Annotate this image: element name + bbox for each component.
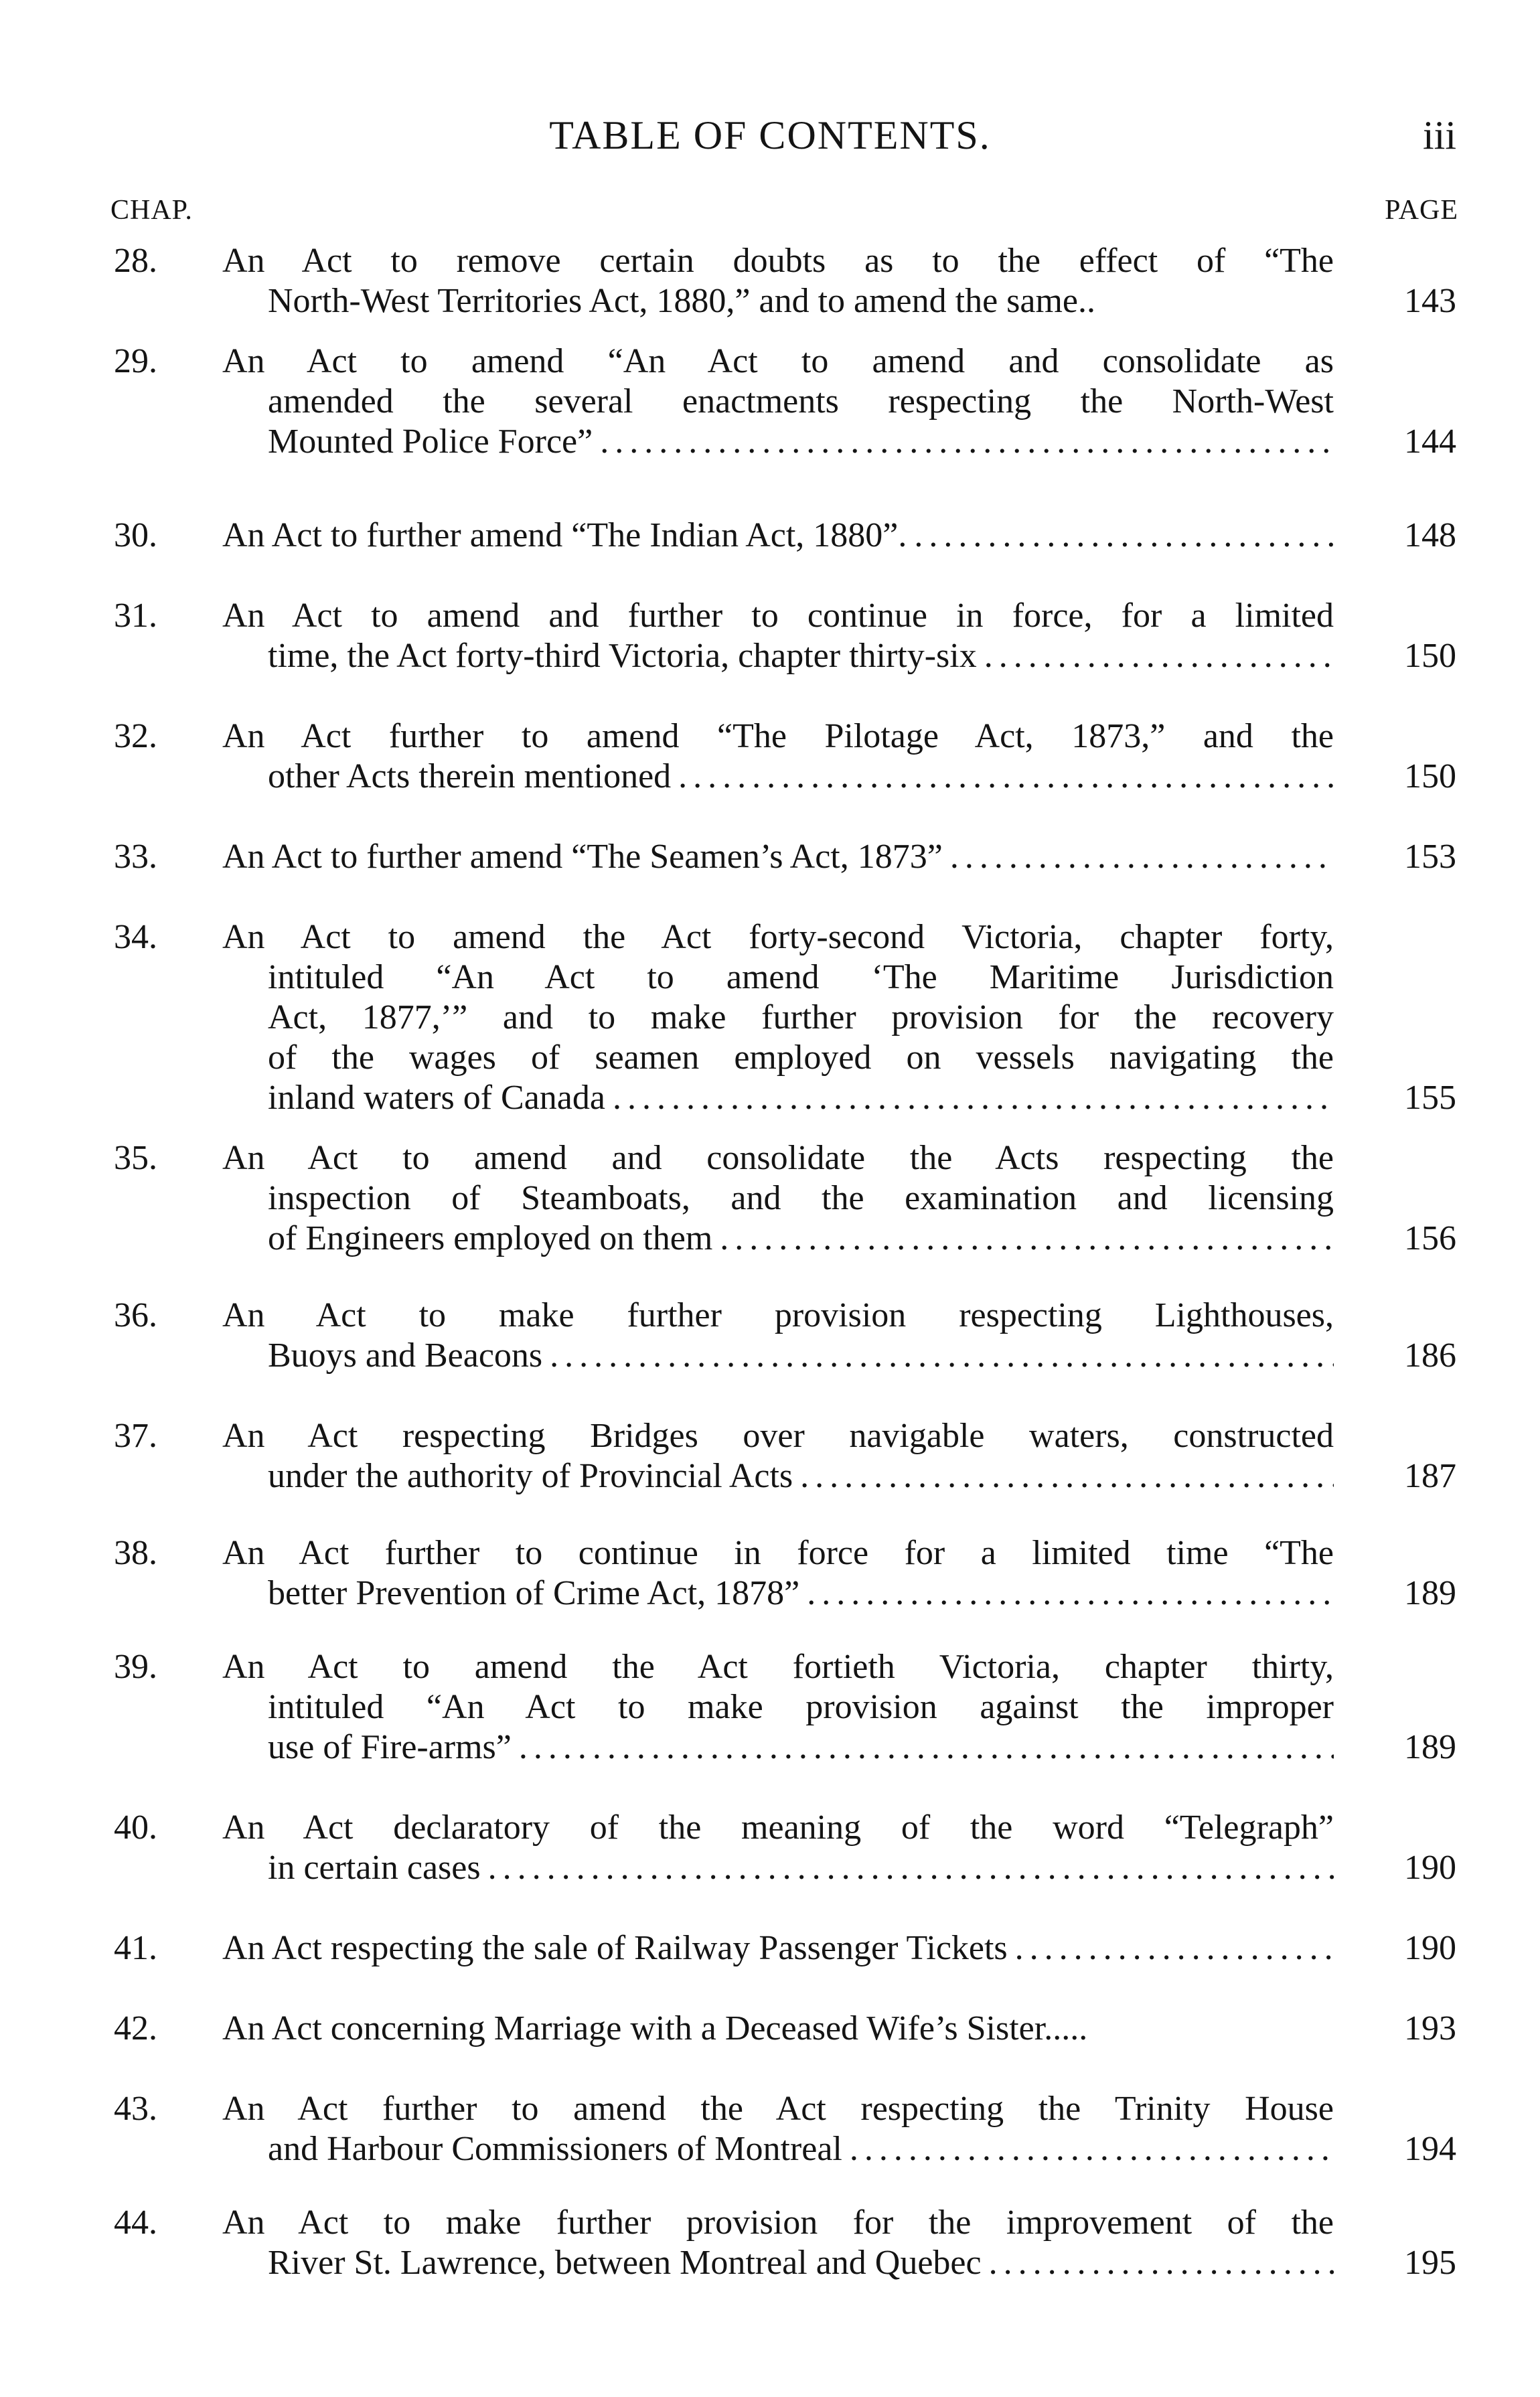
page-reference: 153 xyxy=(1404,838,1456,876)
act-title-line: better Prevention of Crime Act, 1878” . . . xyxy=(222,1573,1334,1614)
act-title-line: intituled “An Act to amend ‘The Maritime Jurisdiction xyxy=(268,958,1334,996)
page-reference: 156 xyxy=(1404,1219,1456,1257)
act-title-line: inspection of Steamboats, and the examination and licensing xyxy=(268,1179,1334,1217)
act-title xyxy=(222,1647,1334,1768)
act-title-line: time, the Act forty-third Victoria, chapter thirty-six . . . xyxy=(222,636,1334,676)
act-title-line: An Act to further amend “The Indian Act, 1880”. . . . xyxy=(222,516,1334,556)
chapter-number: 31. xyxy=(114,597,157,635)
act-title xyxy=(222,2009,1334,2049)
act-title xyxy=(222,917,1334,1118)
chapter-number: 44. xyxy=(114,2203,157,2242)
act-title-line: inland waters of Canada . . . xyxy=(222,1078,1334,1118)
act-title xyxy=(222,1138,1334,1259)
act-title-line: An Act respecting the sale of Railway Passenger Tickets . . . xyxy=(222,1928,1334,1968)
act-title-line: of Engineers employed on them . . . xyxy=(222,1219,1334,1259)
chapter-number: 43. xyxy=(114,2090,157,2128)
chapter-number: 40. xyxy=(114,1808,157,1847)
act-title xyxy=(222,341,1334,462)
chapter-number: 41. xyxy=(114,1929,157,1967)
act-title-line: An Act to amend the Act forty-second Victoria, chapter forty, xyxy=(222,918,1334,956)
act-title xyxy=(222,2089,1334,2169)
chapter-number: 35. xyxy=(114,1139,157,1177)
act-title-line: An Act to make further provision respecting Lighthouses, xyxy=(222,1296,1334,1334)
act-title-line: under the authority of Provincial Acts . . . xyxy=(222,1456,1334,1496)
page-reference: 150 xyxy=(1404,757,1456,795)
act-title-line: An Act further to amend “The Pilotage Act, 1873,” and the xyxy=(222,717,1334,755)
chapter-number: 32. xyxy=(114,717,157,755)
act-title-line: use of Fire-arms” . . . xyxy=(222,1727,1334,1768)
act-title-line: An Act concerning Marriage with a Deceased Wife’s Sister..... xyxy=(222,2009,1088,2047)
page-reference: 143 xyxy=(1404,282,1456,320)
chapter-number: 28. xyxy=(114,242,157,280)
page-reference: 189 xyxy=(1404,1728,1456,1766)
page-reference: 150 xyxy=(1404,637,1456,675)
page-reference: 148 xyxy=(1404,516,1456,554)
act-title xyxy=(222,716,1334,797)
act-title-line: An Act to amend and consolidate the Acts respecting the xyxy=(222,1139,1334,1177)
act-title xyxy=(222,241,1334,321)
act-title xyxy=(222,1533,1334,1614)
chapter-number: 39. xyxy=(114,1648,157,1686)
act-title xyxy=(222,1928,1334,1968)
act-title-line: River St. Lawrence, between Montreal and Quebec . . . xyxy=(222,2243,1334,2283)
chapter-number: 33. xyxy=(114,838,157,876)
page-reference: 155 xyxy=(1404,1079,1456,1117)
chapter-number: 37. xyxy=(114,1417,157,1455)
act-title-line: An Act declaratory of the meaning of the word “Telegraph” xyxy=(222,1808,1334,1847)
page-reference: 190 xyxy=(1404,1849,1456,1887)
act-title-line: of the wages of seamen employed on vessels navigating the xyxy=(268,1038,1334,1077)
page-reference: 190 xyxy=(1404,1929,1456,1967)
chapter-number: 29. xyxy=(114,342,157,380)
page-reference: 187 xyxy=(1404,1457,1456,1495)
act-title-line: in certain cases . . . xyxy=(222,1848,1334,1888)
act-title-line: Buoys and Beacons . . . xyxy=(222,1336,1334,1376)
page-title: TABLE OF CONTENTS. xyxy=(549,113,991,157)
chapter-number: 34. xyxy=(114,918,157,956)
act-title xyxy=(222,516,1334,556)
page-reference: 144 xyxy=(1404,422,1456,461)
act-title-line: An Act to make further provision for the improvement of the xyxy=(222,2203,1334,2242)
act-title xyxy=(222,1416,1334,1496)
act-title-line: An Act further to continue in force for a limited time “The xyxy=(222,1534,1334,1572)
act-title-line: An Act to amend and further to continue in force, for a limited xyxy=(222,597,1334,635)
act-title-line: An Act further to amend the Act respecting the Trinity House xyxy=(222,2090,1334,2128)
act-title-line: An Act to amend “An Act to amend and consolidate as xyxy=(222,342,1334,380)
chapter-number: 30. xyxy=(114,516,157,554)
act-title xyxy=(222,1296,1334,1376)
act-title-line: and Harbour Commissioners of Montreal . . . xyxy=(222,2129,1334,2169)
page-reference: 189 xyxy=(1404,1574,1456,1612)
act-title-line: An Act to remove certain doubts as to the effect of “The xyxy=(222,242,1334,280)
chapter-number: 42. xyxy=(114,2009,157,2047)
act-title-line: An Act respecting Bridges over navigable waters, constructed xyxy=(222,1417,1334,1455)
act-title-line: An Act to further amend “The Seamen’s Act, 1873” . . . xyxy=(222,837,1334,877)
page-reference: 194 xyxy=(1404,2130,1456,2168)
page-number: iii xyxy=(1422,113,1456,157)
act-title-line: amended the several enactments respecting the North-West xyxy=(268,382,1334,420)
act-title xyxy=(222,596,1334,676)
act-title-line: Mounted Police Force” . . . xyxy=(222,422,1334,462)
chapter-number: 38. xyxy=(114,1534,157,1572)
act-title xyxy=(222,837,1334,877)
column-header-chap: CHAP. xyxy=(110,195,193,226)
act-title xyxy=(222,1808,1334,1888)
act-title xyxy=(222,2203,1334,2283)
page-reference: 186 xyxy=(1404,1336,1456,1375)
act-title-line: Act, 1877,’” and to make further provision for the recovery xyxy=(268,998,1334,1036)
page-reference: 195 xyxy=(1404,2244,1456,2282)
page-reference: 193 xyxy=(1404,2009,1456,2047)
column-header-page: PAGE xyxy=(1385,195,1458,226)
act-title-line: An Act to amend the Act fortieth Victoria, chapter thirty, xyxy=(222,1648,1334,1686)
chapter-number: 36. xyxy=(114,1296,157,1334)
act-title-line: other Acts therein mentioned . . . xyxy=(222,757,1334,797)
act-title-line: intituled “An Act to make provision against the improper xyxy=(268,1688,1334,1726)
act-title-line: North-West Territories Act, 1880,” and to amend the same.. xyxy=(268,282,1095,320)
